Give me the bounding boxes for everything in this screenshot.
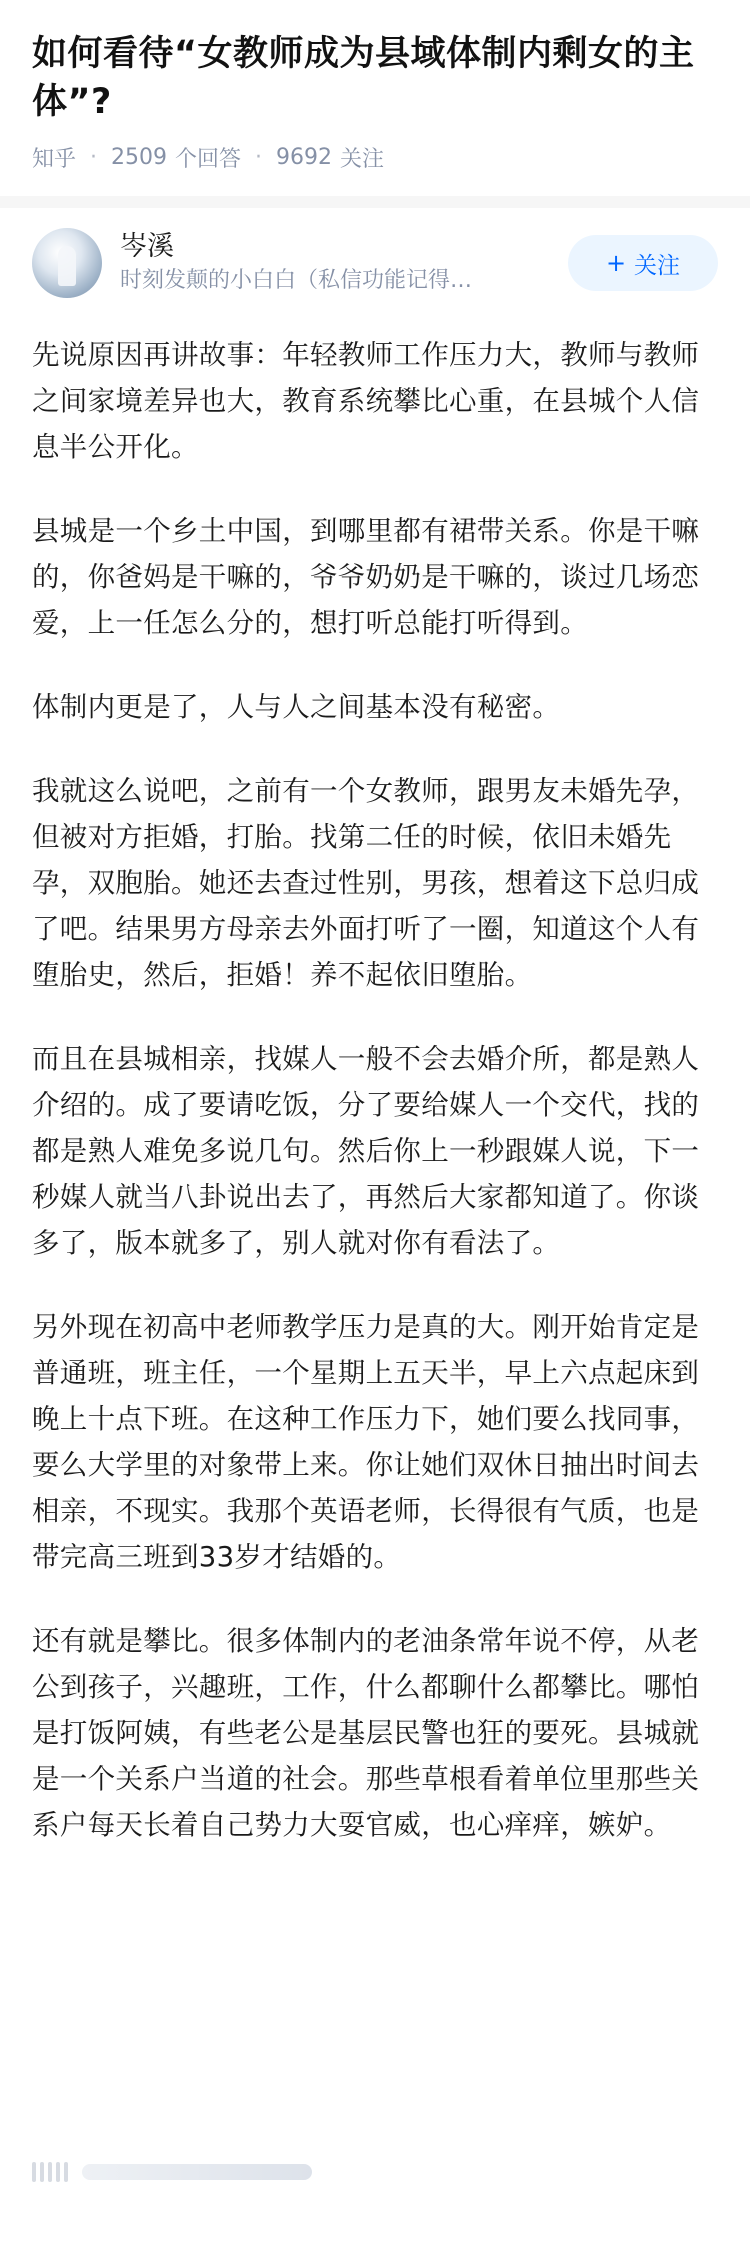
follower-count: 9692: [276, 144, 333, 170]
plus-icon: +: [605, 249, 627, 277]
answer-count: 2509: [111, 144, 168, 170]
author-name[interactable]: 岑溪: [120, 231, 174, 262]
answer-paragraph: 体制内更是了，人与人之间基本没有秘密。: [32, 691, 561, 723]
follow-button[interactable]: [568, 235, 718, 291]
indicator-tick: [40, 2162, 44, 2182]
answer-paragraph: 我就这么说吧，之前有一个女教师，跟男友未婚先孕，但被对方拒婚，打胎。找第二任的时候，依旧未婚先孕，双胞胎。她还去查过性别，男孩，想着这下总归成了吧。结果男方母亲去外面打听了一圈，知道这个人有堕胎史，然后，拒婚！养不起依旧堕胎。: [32, 775, 700, 991]
author-bio: 时刻发颠的小白白（私信功能记得…: [120, 268, 473, 293]
author-card: [32, 208, 718, 318]
answer-paragraph: 另外现在初高中老师教学压力是真的大。刚开始肯定是普通班，班主任，一个星期上五天半，早上六点起床到晚上十点下班。在这种工作压力下，她们要么找同事，要么大学里的对象带上来。你让她们双休日抽出时间去相亲，不现实。我那个英语老师，长得很有气质，也是带完高三班到33岁才结婚的。: [32, 1311, 700, 1573]
follower-count-label[interactable]: 关注: [340, 146, 385, 172]
answer-paragraph: 县城是一个乡土中国，到哪里都有裙带关系。你是干嘛的，你爸妈是干嘛的，爷爷奶奶是干嘛的，谈过几场恋爱，上一任怎么分的，想打听总能打听得到。: [32, 515, 700, 639]
question-title[interactable]: 如何看待“女教师成为县域体制内剩女的主体”?: [32, 34, 695, 122]
answer-paragraph: 先说原因再讲故事：年轻教师工作压力大，教师与教师之间家境差异也大，教育系统攀比心重，在县城个人信息半公开化。: [32, 339, 700, 463]
indicator-pill: [82, 2164, 312, 2180]
indicator-tick: [64, 2162, 68, 2182]
answer-content: [32, 332, 718, 1848]
follow-button-label: 关注: [634, 252, 681, 279]
indicator-tick: [56, 2162, 60, 2182]
section-divider: [0, 196, 750, 208]
meta-separator: ·: [90, 144, 98, 170]
avatar-figure: [58, 246, 76, 286]
answer-paragraph: 而且在县城相亲，找媒人一般不会去婚介所，都是熟人介绍的。成了要请吃饭，分了要给媒人一个交代，找的都是熟人难免多说几句。然后你上一秒跟媒人说，下一秒媒人就当八卦说出去了，再然后大家都知道了。你谈多了，版本就多了，别人就对你有看法了。: [32, 1043, 700, 1259]
author-info: [120, 229, 568, 297]
question-meta: [32, 140, 718, 174]
site-name[interactable]: 知乎: [32, 146, 77, 172]
avatar[interactable]: [32, 228, 102, 298]
indicator-tick: [32, 2162, 36, 2182]
indicator-tick: [48, 2162, 52, 2182]
meta-separator: ·: [255, 144, 263, 170]
bottom-bar-indicator: [32, 2160, 312, 2184]
answer-paragraph: 还有就是攀比。很多体制内的老油条常年说不停，从老公到孩子，兴趣班，工作，什么都聊什么都攀比。哪怕是打饭阿姨，有些老公是基层民警也狂的要死。县城就是一个关系户当道的社会。那些草根看着单位里那些关系户每天长着自己势力大耍官威，也心痒痒，嫉妒。: [32, 1625, 700, 1841]
answer-count-label[interactable]: 个回答: [175, 146, 242, 172]
